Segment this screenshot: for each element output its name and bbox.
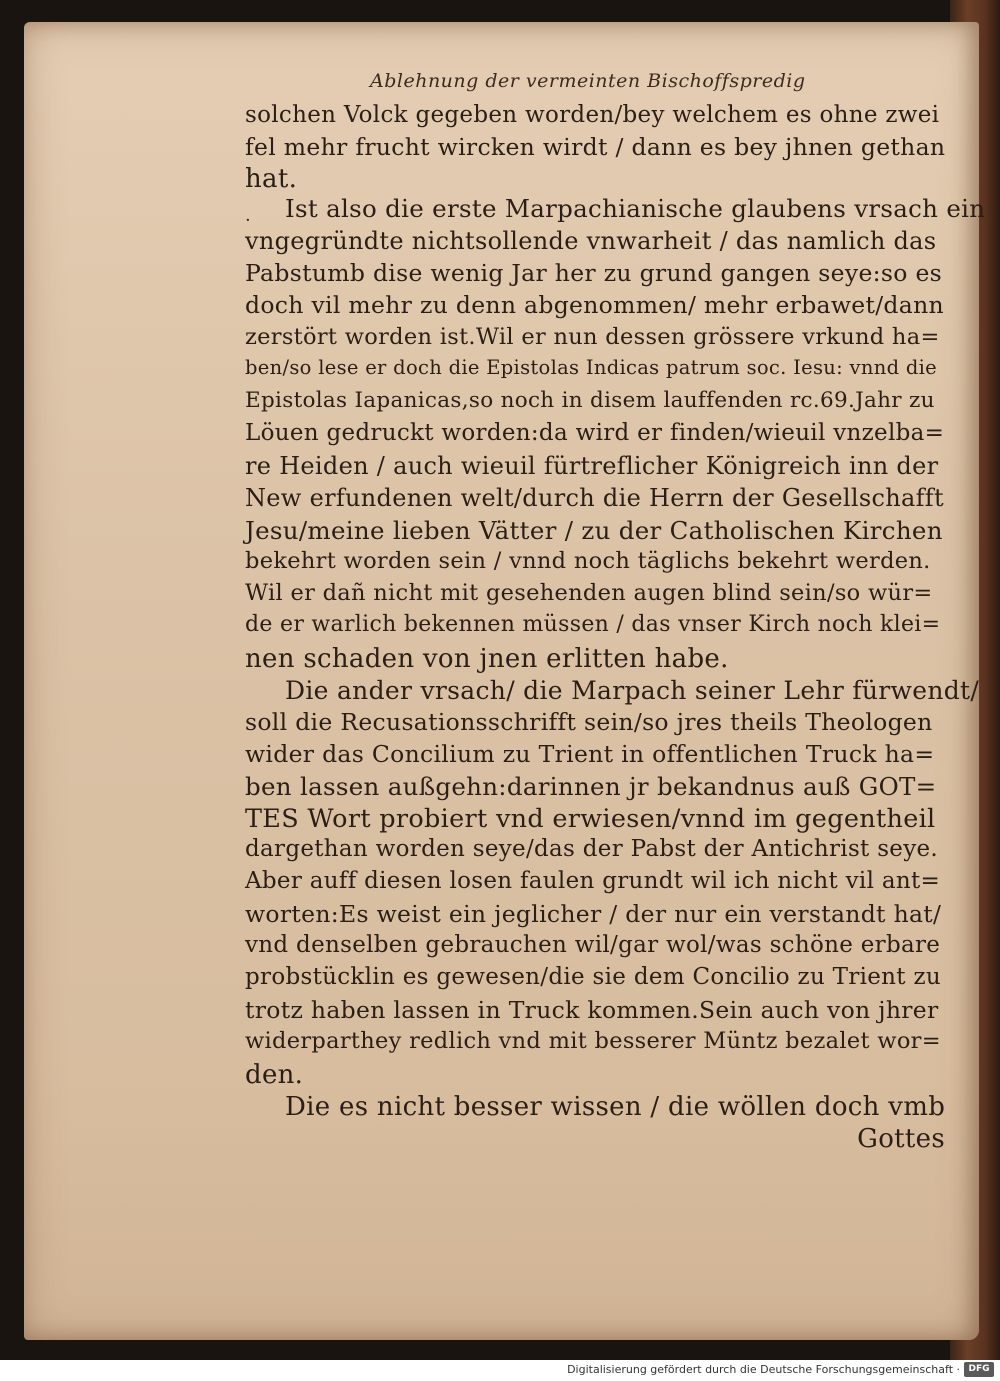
footer <box>0 1360 1000 1381</box>
text-line: fel mehr frucht wircken wirdt / dann es bey jhnen gethan <box>245 133 946 161</box>
text-line: Wil er dañ nicht mit gesehenden augen blind sein/so wür= <box>245 580 933 606</box>
funding-credit: Digitalisierung gefördert durch die Deutsche Forschungsgemeinschaft · <box>567 1363 960 1376</box>
text-line: nen schaden von jnen erlitten habe. <box>245 644 729 674</box>
text-line: Pabstumb dise wenig Jar her zu grund gangen seye:so es <box>245 259 943 287</box>
text-line: wider das Concilium zu Trient in offentlichen Truck ha= <box>245 740 935 768</box>
text-line: den. <box>245 1060 304 1090</box>
margin-marker: · <box>245 210 251 231</box>
text-line: ben/so lese er doch die Epistolas Indicas patrum soc. Iesu: vnnd die <box>245 356 938 379</box>
text-line: widerparthey redlich vnd mit besserer Müntz bezalet wor= <box>245 1028 941 1054</box>
text-line: Löuen gedruckt worden:da wird er finden/wieuil vnzelba= <box>245 420 945 446</box>
text-line: worten:Es weist ein jeglicher / der nur ein verstandt hat/ <box>245 900 942 928</box>
text-line: de er warlich bekennen müssen / das vnser Kirch noch klei= <box>245 612 941 637</box>
text-line: doch vil mehr zu denn abgenommen/ mehr erbawet/dann <box>245 291 944 319</box>
text-line: Die es nicht besser wissen / die wöllen doch vmb <box>285 1092 946 1122</box>
text-line: re Heiden / auch wieuil fürtreflicher Königreich inn der <box>245 452 939 480</box>
text-line: Die ander vrsach/ die Marpach seiner Lehr fürwendt/ <box>285 676 980 705</box>
text-line: vngegründte nichtsollende vnwarheit / das namlich das <box>245 227 937 255</box>
text-line: solchen Volck gegeben worden/bey welchem es ohne zwei <box>245 102 940 128</box>
text-line: Epistolas Iapanicas,so noch in disem lauffenden rc.69.Jahr zu <box>245 388 935 413</box>
text-line: hat. <box>245 164 298 194</box>
text-line: dargethan worden seye/das der Pabst der Antichrist seye. <box>245 836 939 862</box>
text-line: Aber auff diesen losen faulen grundt wil ich nicht vil ant= <box>245 868 941 894</box>
text-line: soll die Recusationsschrifft sein/so jres theils Theologen <box>245 708 933 736</box>
text-line: trotz haben lassen in Truck kommen.Sein auch von jhrer <box>245 996 939 1024</box>
catchword: Gottes <box>857 1124 945 1154</box>
text-line: zerstört worden ist.Wil er nun dessen grössere vrkund ha= <box>245 324 940 350</box>
text-line: ben lassen außgehn:darinnen jr bekandnus auß GOT= <box>245 772 937 801</box>
text-line: New erfundenen welt/durch die Herrn der Gesellschafft <box>245 484 944 512</box>
text-line: probstücklin es gewesen/die sie dem Concilio zu Trient zu <box>245 964 941 990</box>
running-head: Ablehnung der vermeinten Bischoffspredig <box>370 70 806 92</box>
text-line: Jesu/meine lieben Vätter / zu der Catholischen Kirchen <box>245 516 943 545</box>
text-line: vnd denselben gebrauchen wil/gar wol/was schöne erbare <box>245 932 941 958</box>
dfg-logo: DFG <box>964 1362 994 1377</box>
text-line: bekehrt worden sein / vnnd noch täglichs bekehrt werden. <box>245 548 931 574</box>
text-line: Ist also die erste Marpachianische glaubens vrsach ein <box>285 194 986 223</box>
text-line: TES Wort probiert vnd erwiesen/vnnd im gegentheil <box>245 804 936 834</box>
